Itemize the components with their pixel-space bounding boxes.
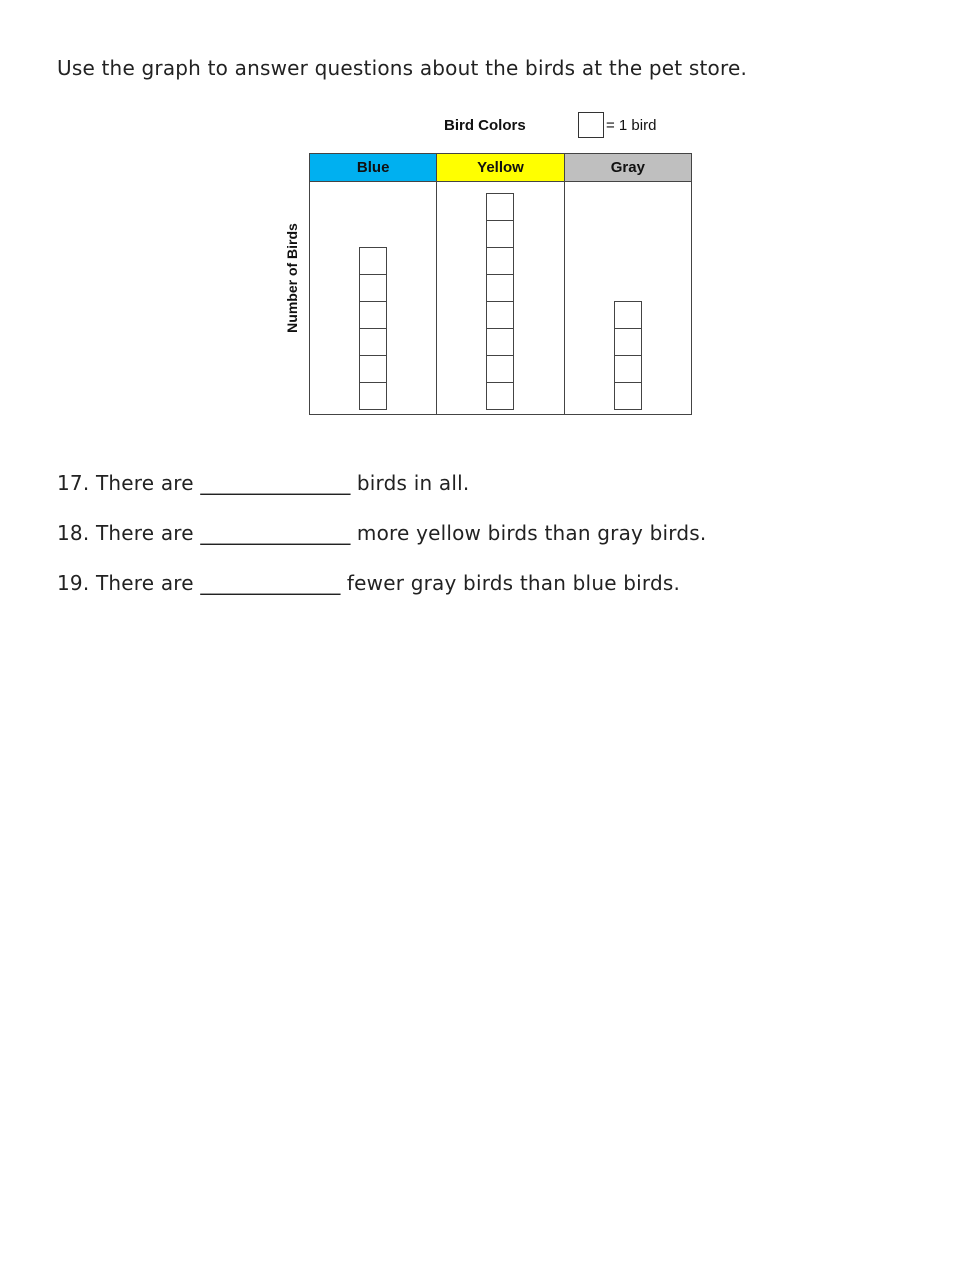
question-text-post: birds in all. (356, 471, 470, 495)
bird-unit-box (359, 382, 387, 410)
category-label: Gray (565, 154, 691, 182)
question-18 (57, 521, 706, 545)
question-text-post: more yellow birds than gray birds. (356, 521, 707, 545)
bird-unit-box (359, 274, 387, 302)
picture-graph (309, 153, 692, 415)
bird-stack (437, 182, 563, 414)
bird-unit-box (486, 301, 514, 329)
category-label: Blue (310, 154, 436, 182)
answer-blank[interactable]: _______________ (200, 471, 351, 495)
question-number: 18. (57, 521, 90, 545)
question-text-pre: There are (95, 521, 194, 545)
bird-stack (565, 182, 691, 414)
graph-column-gray (565, 154, 691, 414)
bird-unit-box (359, 328, 387, 356)
bird-unit-box (486, 220, 514, 248)
question-19 (57, 571, 680, 595)
question-text-post: fewer gray birds than blue birds. (346, 571, 681, 595)
bird-unit-box (359, 301, 387, 329)
bird-stack (310, 182, 436, 414)
bird-unit-box (614, 328, 642, 356)
bird-unit-box (486, 193, 514, 221)
question-number: 17. (57, 471, 90, 495)
bird-unit-box (486, 355, 514, 383)
bird-unit-box (614, 301, 642, 329)
answer-blank[interactable]: _______________ (200, 521, 351, 545)
bird-unit-box (359, 355, 387, 383)
bird-unit-box (614, 355, 642, 383)
bird-unit-box (614, 382, 642, 410)
graph-column-blue (310, 154, 437, 414)
bird-unit-box (486, 247, 514, 275)
bird-unit-box (359, 247, 387, 275)
question-text-pre: There are (95, 471, 194, 495)
key-label: = 1 bird (606, 117, 657, 134)
y-axis-label: Number of Birds (284, 223, 300, 333)
category-label: Yellow (437, 154, 563, 182)
question-text-pre: There are (95, 571, 194, 595)
question-17 (57, 471, 469, 495)
graph-title: Bird Colors (444, 117, 526, 134)
bird-unit-box (486, 328, 514, 356)
bird-unit-box (486, 382, 514, 410)
answer-blank[interactable]: ______________ (200, 571, 341, 595)
bird-unit-box (486, 274, 514, 302)
key-unit-box (578, 112, 604, 138)
graph-column-yellow (437, 154, 564, 414)
question-number: 19. (57, 571, 90, 595)
instructions: Use the graph to answer questions about the birds at the pet store. (57, 56, 748, 80)
